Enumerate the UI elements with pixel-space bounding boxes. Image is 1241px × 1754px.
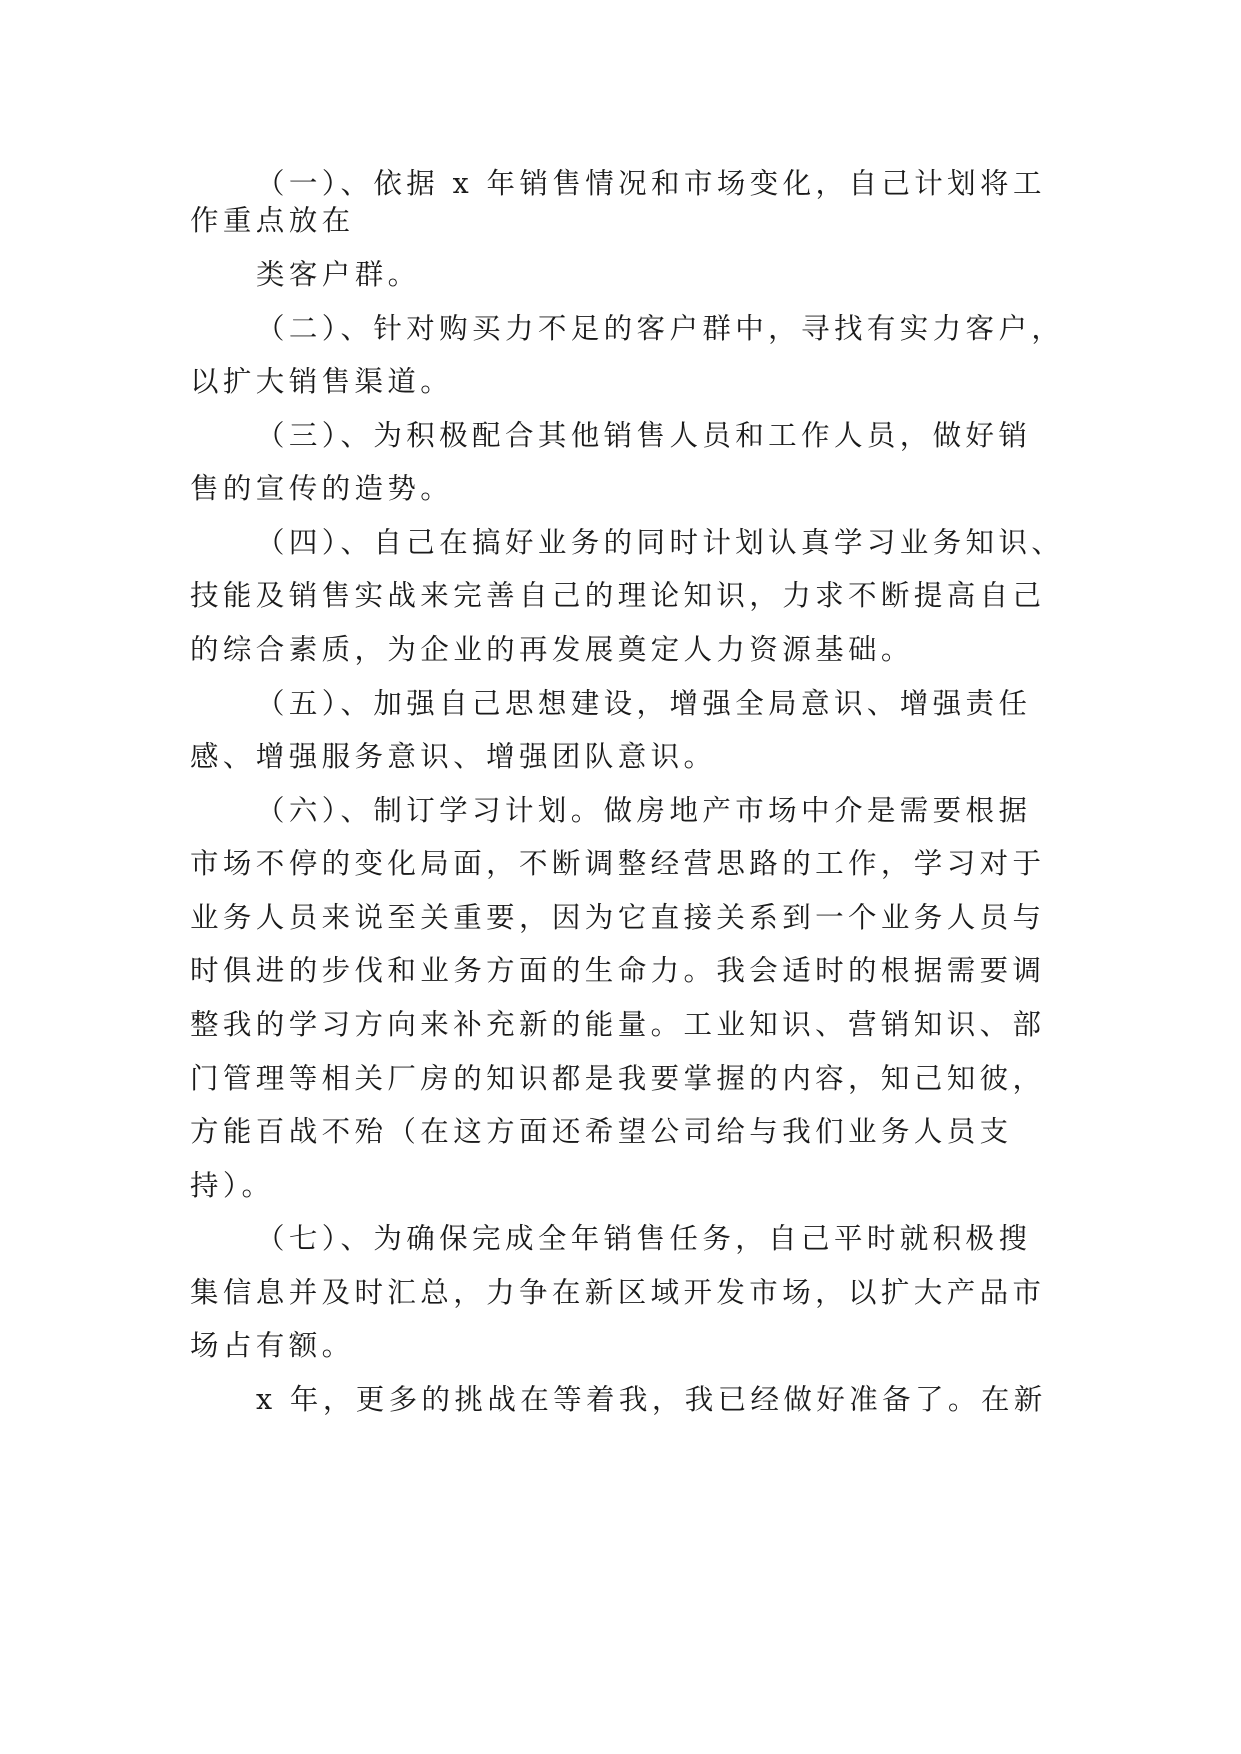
- text-line: 时俱进的步伐和业务方面的生命力。我会适时的根据需要调: [190, 954, 1046, 987]
- text-line: 感、增强服务意识、增强团队意识。: [190, 740, 717, 773]
- text-line: （六）、制订学习计划。做房地产市场中介是需要根据: [256, 794, 1032, 827]
- text-line: 方能百战不殆（在这方面还希望公司给与我们业务人员支: [190, 1115, 1013, 1148]
- text-line: （四）、自己在搞好业务的同时计划认真学习业务知识、: [256, 526, 1065, 559]
- text-line: 售的宣传的造势。: [190, 472, 454, 505]
- text-line: 场占有额。: [190, 1329, 355, 1362]
- text-line: （三）、为积极配合其他销售人员和工作人员，做好销: [256, 419, 1032, 452]
- text-line: （七）、为确保完成全年销售任务，自己平时就积极搜: [256, 1222, 1032, 1255]
- text-line: 整我的学习方向来补充新的能量。工业知识、营销知识、部: [190, 1008, 1046, 1041]
- text-line: x 年，更多的挑战在等着我，我已经做好准备了。在新: [256, 1383, 1047, 1416]
- text-line: （一）、依据 x 年销售情况和市场变化，自己计划将工: [256, 167, 1046, 200]
- text-line: 门管理等相关厂房的知识都是我要掌握的内容，知己知彼，: [190, 1062, 1046, 1095]
- text-line: 集信息并及时汇总，力争在新区域开发市场，以扩大产品市: [190, 1276, 1046, 1309]
- text-line: 业务人员来说至关重要，因为它直接关系到一个业务人员与: [190, 901, 1046, 934]
- text-line: 持）。: [190, 1169, 275, 1202]
- text-line: 以扩大销售渠道。: [190, 365, 454, 398]
- text-line: 作重点放在: [190, 204, 355, 237]
- text-line: 技能及销售实战来完善自己的理论知识，力求不断提高自己: [190, 579, 1046, 612]
- text-line: 的综合素质，为企业的再发展奠定人力资源基础。: [190, 633, 914, 666]
- text-line: （二）、针对购买力不足的客户群中，寻找有实力客户，: [256, 312, 1065, 345]
- text-line: 类客户群。: [256, 258, 421, 291]
- text-line: （五）、加强自己思想建设，增强全局意识、增强责任: [256, 687, 1032, 720]
- text-line: 市场不停的变化局面，不断调整经营思路的工作，学习对于: [190, 847, 1046, 880]
